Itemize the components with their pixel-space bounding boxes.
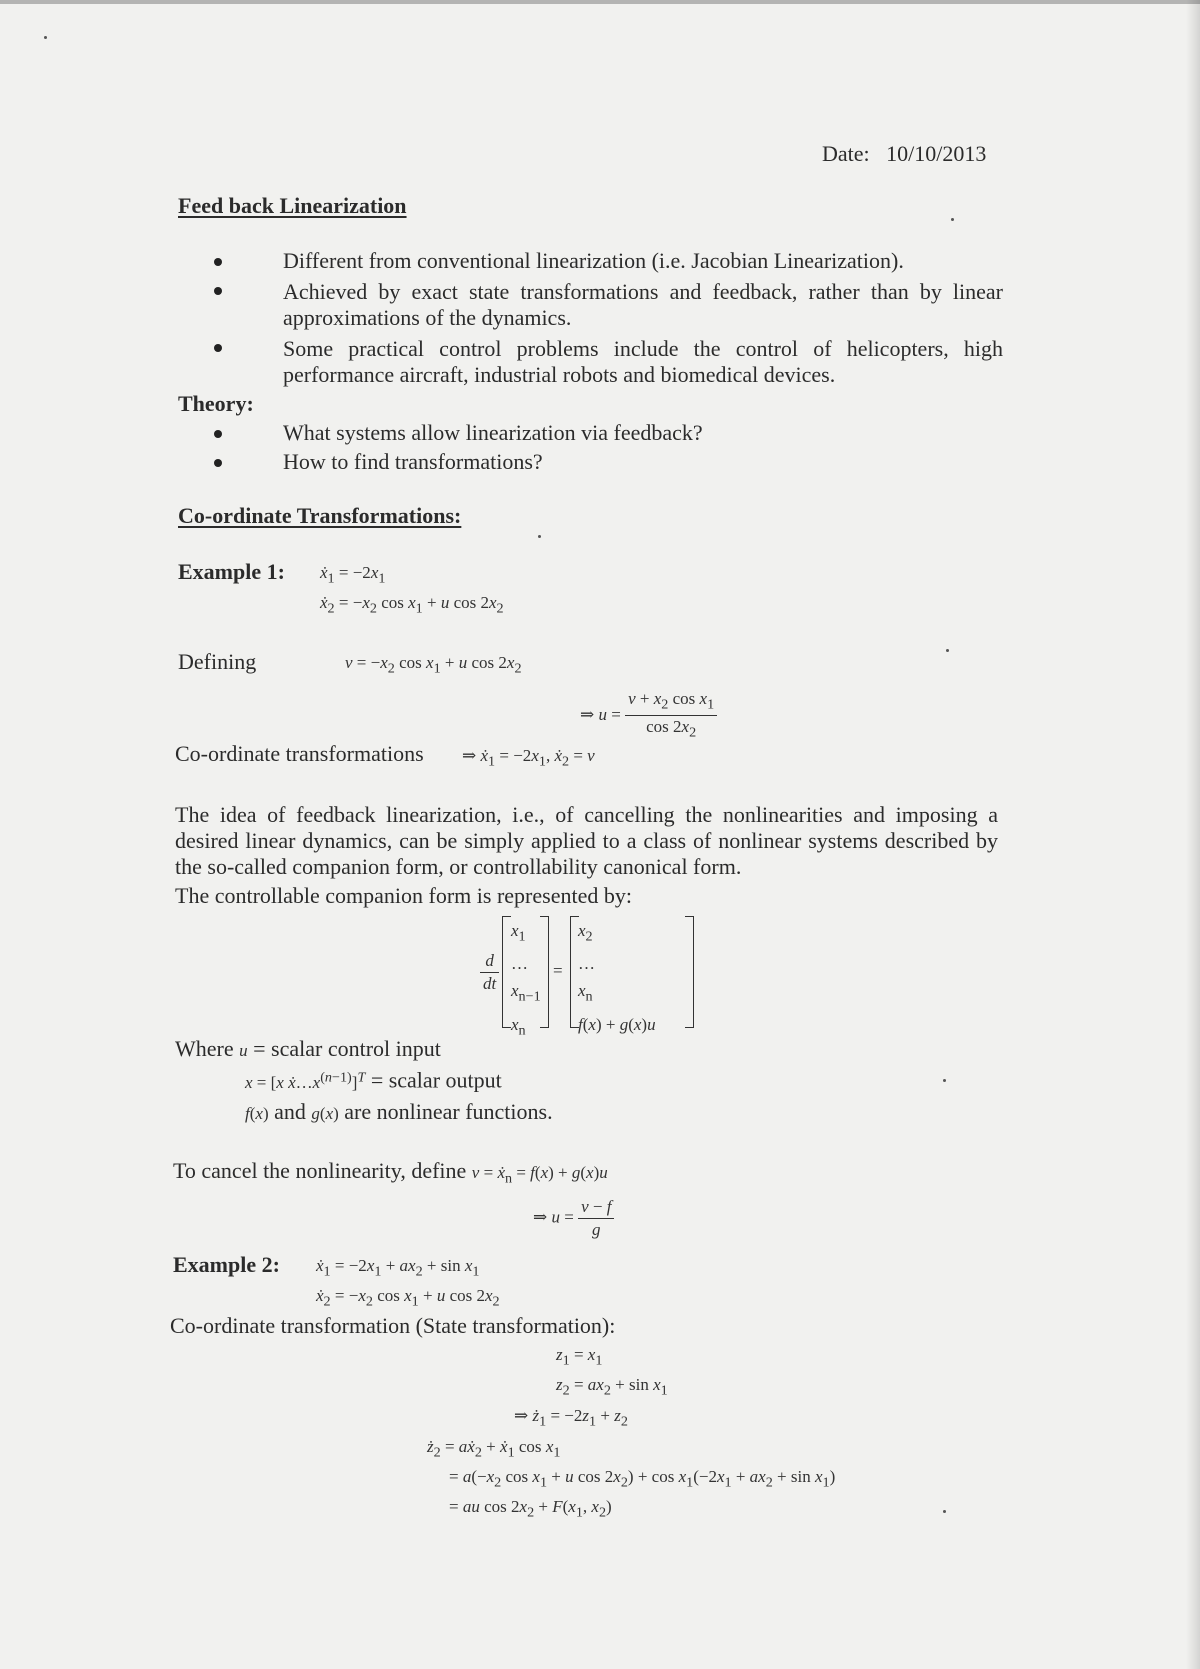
defining-label: Defining [178, 649, 257, 674]
equation-transformed-system: ⇒ ẋ$_1$ = $-2x_1$, ẋ$_2$ = v [462, 746, 595, 770]
equation-u-solution: ⇒ u = $\frac{v + x_2 \cos x_1}{\cos 2x_2}$ [580, 688, 717, 744]
bullet-marker [214, 459, 222, 467]
section-heading-coordinate: Co-ordinate Transformations: [178, 503, 462, 528]
bullet-item: Different from conventional linearization (i.e. Jacobian Linearization). [283, 248, 904, 273]
page-title: Feed back Linearization [178, 193, 407, 218]
equation-x1dot: ẋ$_1$ = $-2x_1$ [320, 563, 386, 587]
equation-ex2-x1dot: ẋ$_1$ = $-2x_1 + ax_2 + \sin x_1$ [316, 1256, 480, 1280]
scan-speck [951, 218, 954, 221]
equation-v-xndot: v = ẋ$_n$ = f(x) + g(x)u [471, 1163, 608, 1187]
cancel-text: To cancel the nonlinearity, define [173, 1158, 467, 1183]
bullet-marker [214, 258, 222, 266]
equals-sign: = [553, 961, 563, 980]
scan-speck [943, 1510, 946, 1513]
equation-ex2-x2dot: ẋ$_2$ = $-x_2$ $\cos x_1 + u$ $\cos 2x_2$ [316, 1286, 500, 1310]
scan-top-edge [0, 0, 1200, 4]
equation-z2dot-expanded: = $a(-x_2$ $\cos x_1 + u$ $\cos 2x_2) + \cos x_1(-2x_1 + ax_2 + \sin x_1)$ [449, 1467, 836, 1491]
example2-label: Example 2: [173, 1252, 280, 1277]
state-transformation-label: Co-ordinate transformation (State transformation): [170, 1313, 616, 1338]
scan-speck [538, 535, 541, 538]
state-vector-entries: $x_1$ … $x_{n-1}$ $x_n$ [511, 921, 541, 1039]
theory-item: How to find transformations? [283, 449, 543, 474]
where-u-description: = scalar control input [253, 1036, 441, 1061]
bullet-marker [214, 430, 222, 438]
where-label: Where [175, 1036, 234, 1061]
symbol-u: u [239, 1041, 248, 1060]
equation-z2dot: $ż_2$ = aẋ$_2$ + ẋ$_1$ $\cos x_1$ [427, 1437, 561, 1461]
scan-speck [946, 649, 949, 652]
theory-heading: Theory: [178, 391, 254, 416]
symbol-fx: f(x) [245, 1104, 269, 1123]
bullet-item: Some practical control problems include the control of helicopters, high performance aircraft, industrial robots and biomedical devices. [283, 336, 1003, 387]
paragraph-feedback-idea: The idea of feedback linearization, i.e., of cancelling the nonlinearities and imposing a desired linear dynamics, can be simply applied to a class of nonlinear systems described by the so-called companion form, or controllability canonical form. [175, 802, 998, 879]
derivative-operator: $\frac{d}{dt}$ [480, 950, 499, 995]
companion-intro: The controllable companion form is represented by: [175, 883, 632, 908]
date-label: Date: [822, 141, 870, 166]
equation-z2: $z_2 = ax_2 + \sin x_1$ [556, 1375, 668, 1399]
date-value: 10/10/2013 [886, 141, 987, 166]
coord-transform-label: Co-ordinate transformations [175, 741, 424, 766]
where-x-description: = scalar output [370, 1067, 502, 1093]
scan-speck [44, 36, 47, 39]
where-x-line [245, 1066, 502, 1094]
equation-z1dot: ⇒ $ż_1 = -2z_1 + z_2$ [514, 1406, 628, 1430]
cancel-line [173, 1157, 608, 1189]
bullet-marker [214, 287, 222, 295]
theory-item: What systems allow linearization via feedback? [283, 420, 703, 445]
where-fg-line [245, 1098, 553, 1125]
example1-label: Example 1: [178, 559, 285, 584]
symbol-gx: g(x) [311, 1104, 339, 1123]
equation-x2dot: ẋ$_2$ = $-x_2$ $\cos x_1 + u$ $\cos 2x_2$ [320, 593, 504, 617]
scan-right-edge [1186, 0, 1200, 1669]
where-and: and [274, 1099, 306, 1124]
scan-speck [943, 1079, 946, 1082]
equation-u-cancel: ⇒ u = $\frac{v - f}{g}$ [533, 1196, 614, 1241]
date-line [822, 140, 986, 167]
where-fg-description: are nonlinear functions. [344, 1099, 553, 1124]
equation-v-definition: $v = -x_2$ $\cos x_1 + u$ $\cos 2x_2$ [345, 653, 522, 677]
symbol-x-vector: x = [x $ẋ\dots x^{(n-1)}]^T$ [245, 1069, 366, 1092]
equation-z2dot-final: = au $\cos 2x_2 + F(x_1$, $x_2$) [449, 1497, 612, 1521]
bullet-item: Achieved by exact state transformations and feedback, rather than by linear approximations of the dynamics. [283, 279, 1003, 330]
equation-z1: $z_1 = x_1$ [556, 1345, 603, 1369]
where-u-line [175, 1035, 441, 1062]
rhs-vector-entries: $x_2$ … $x_n$ f(x) + g(x)u [578, 921, 656, 1034]
bullet-marker [214, 344, 222, 352]
